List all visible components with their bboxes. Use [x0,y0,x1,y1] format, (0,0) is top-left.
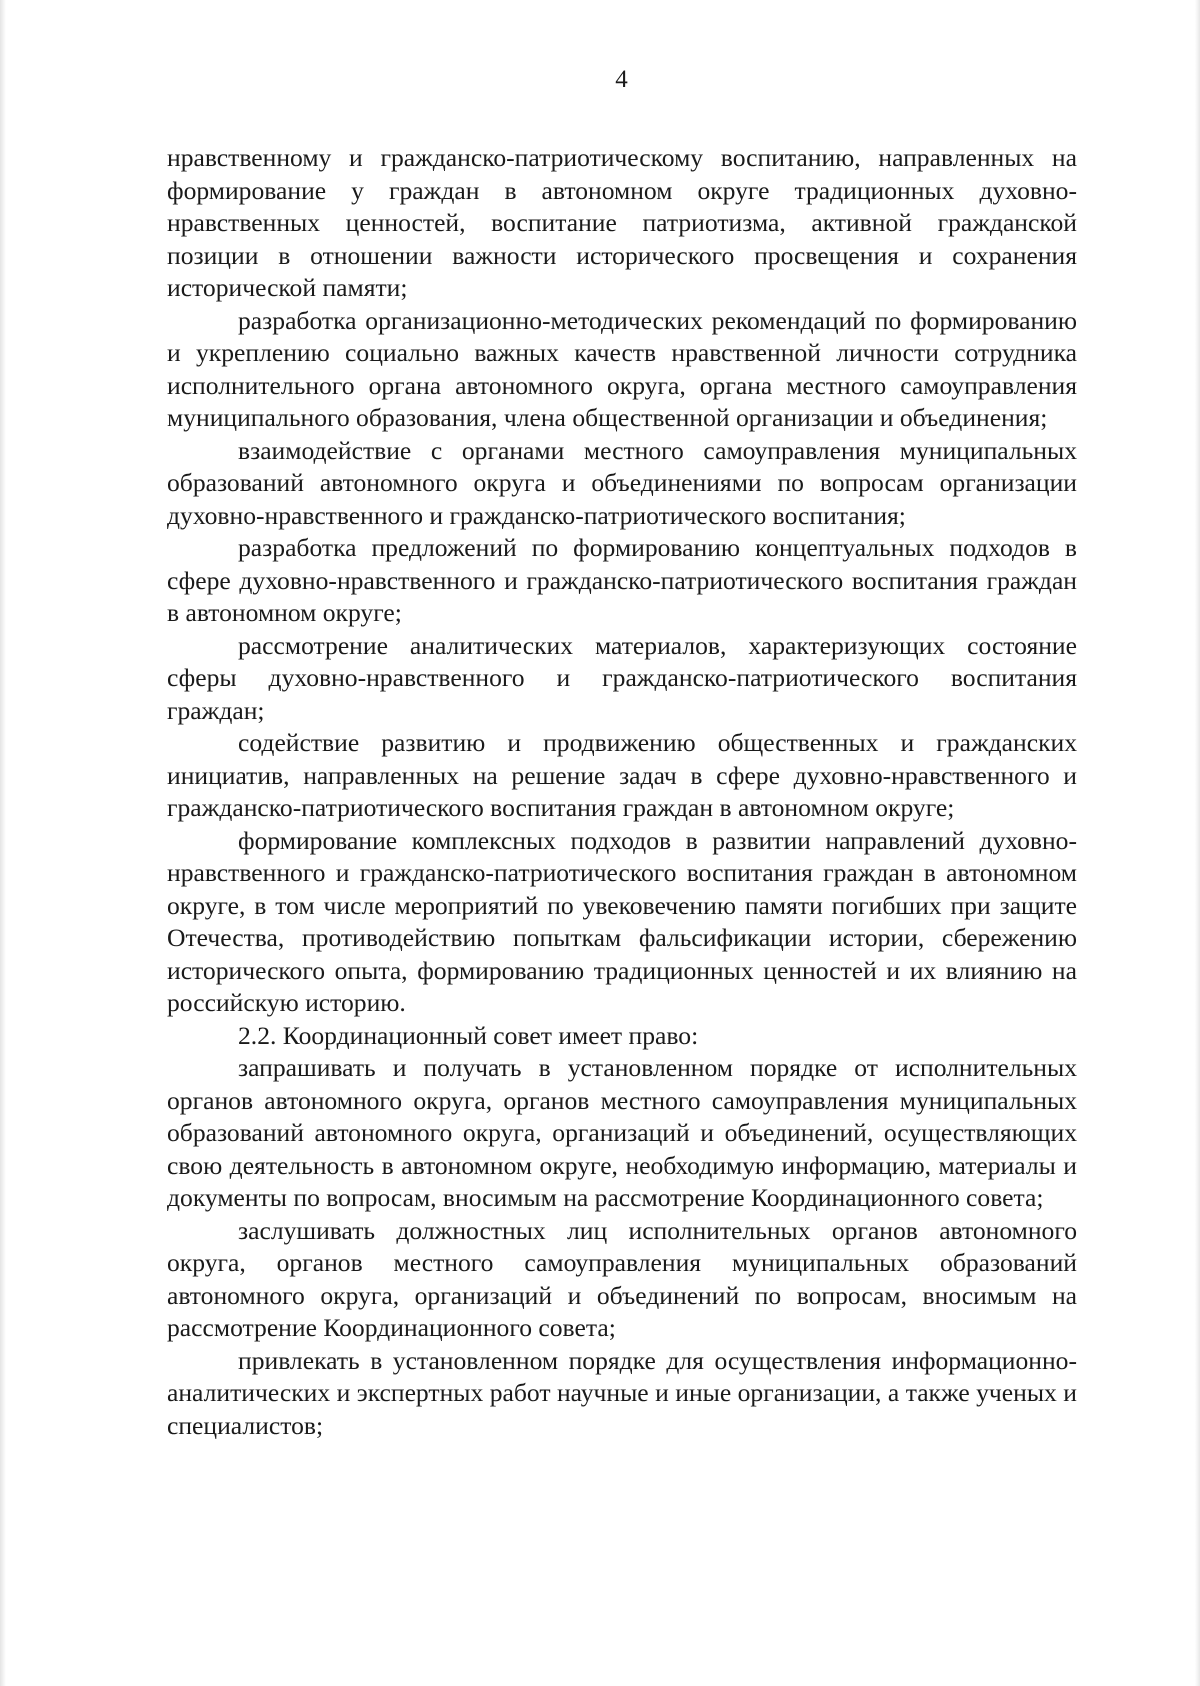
scan-edge-left [0,0,6,1686]
paragraph-item: запрашивать и получать в установленном порядке от исполнительных органов автономного округа, органов местного самоуправления муниципальных образований автономного округа, организаций и объединений, осуществляющих свою деятельность в автономном округе, необходимую информацию, материалы и документы по вопросам, вносимым на рассмотрение Координационного совета; [167,1053,1077,1212]
paragraph-continuation: нравственному и гражданско-патриотическому воспитанию, направленных на формирование у граждан в автономном округе традиционных духовно-нравственных ценностей, воспитание патриотизма, активной гражданской позиции в отношении важности исторического просвещения и сохранения исторической памяти; [167,143,1077,302]
paragraph-item: рассмотрение аналитических материалов, характеризующих состояние сферы духовно-нравственного и гражданско-патриотического воспитания граждан; [167,630,1077,725]
paragraph-item: формирование комплексных подходов в развитии направлений духовно-нравственного и гражданско-патриотического воспитания граждан в автономном округе, в том числе мероприятий по увековечению памяти погибших при защите Отечества, противодействию попыткам фальсификации истории, сбережению исторического опыта, формированию традиционных ценностей и их влиянию на российскую историю. [167,825,1077,1017]
paragraph-item: взаимодействие с органами местного самоуправления муниципальных образований автономного округа и объединениями по вопросам организации духовно-нравственного и гражданско-патриотического воспитания; [167,435,1077,530]
paragraph-item: привлекать в установленном порядке для осуществления информационно-аналитических и экспертных работ научные и иные организации, а также ученых и специалистов; [167,1345,1077,1440]
paragraph-item: содействие развитию и продвижению общественных и гражданских инициатив, направленных на решение задач в сфере духовно-нравственного и гражданско-патриотического воспитания граждан в автономном округе; [167,728,1077,822]
page-number: 4 [615,66,628,93]
paragraph-item: заслушивать должностных лиц исполнительных органов автономного округа, органов местного самоуправления муниципальных образований автономного округа, организаций и объединений по вопросам, вносимым на рассмотрение Координационного совета; [167,1215,1077,1342]
paragraph-item: разработка предложений по формированию концептуальных подходов в сфере духовно-нравственного и гражданско-патриотического воспитания граждан в автономном округе; [167,533,1077,627]
scan-edge-right [1195,0,1200,1686]
document-body [167,142,1077,1442]
paragraph-item: разработка организационно-методических рекомендаций по формированию и укреплению социально важных качеств нравственной личности сотрудника исполнительного органа автономного округа, органа местного самоуправления муниципального образования, члена общественной организации и объединения; [167,305,1077,432]
section-heading: 2.2. Координационный совет имеет право: [238,1020,699,1050]
